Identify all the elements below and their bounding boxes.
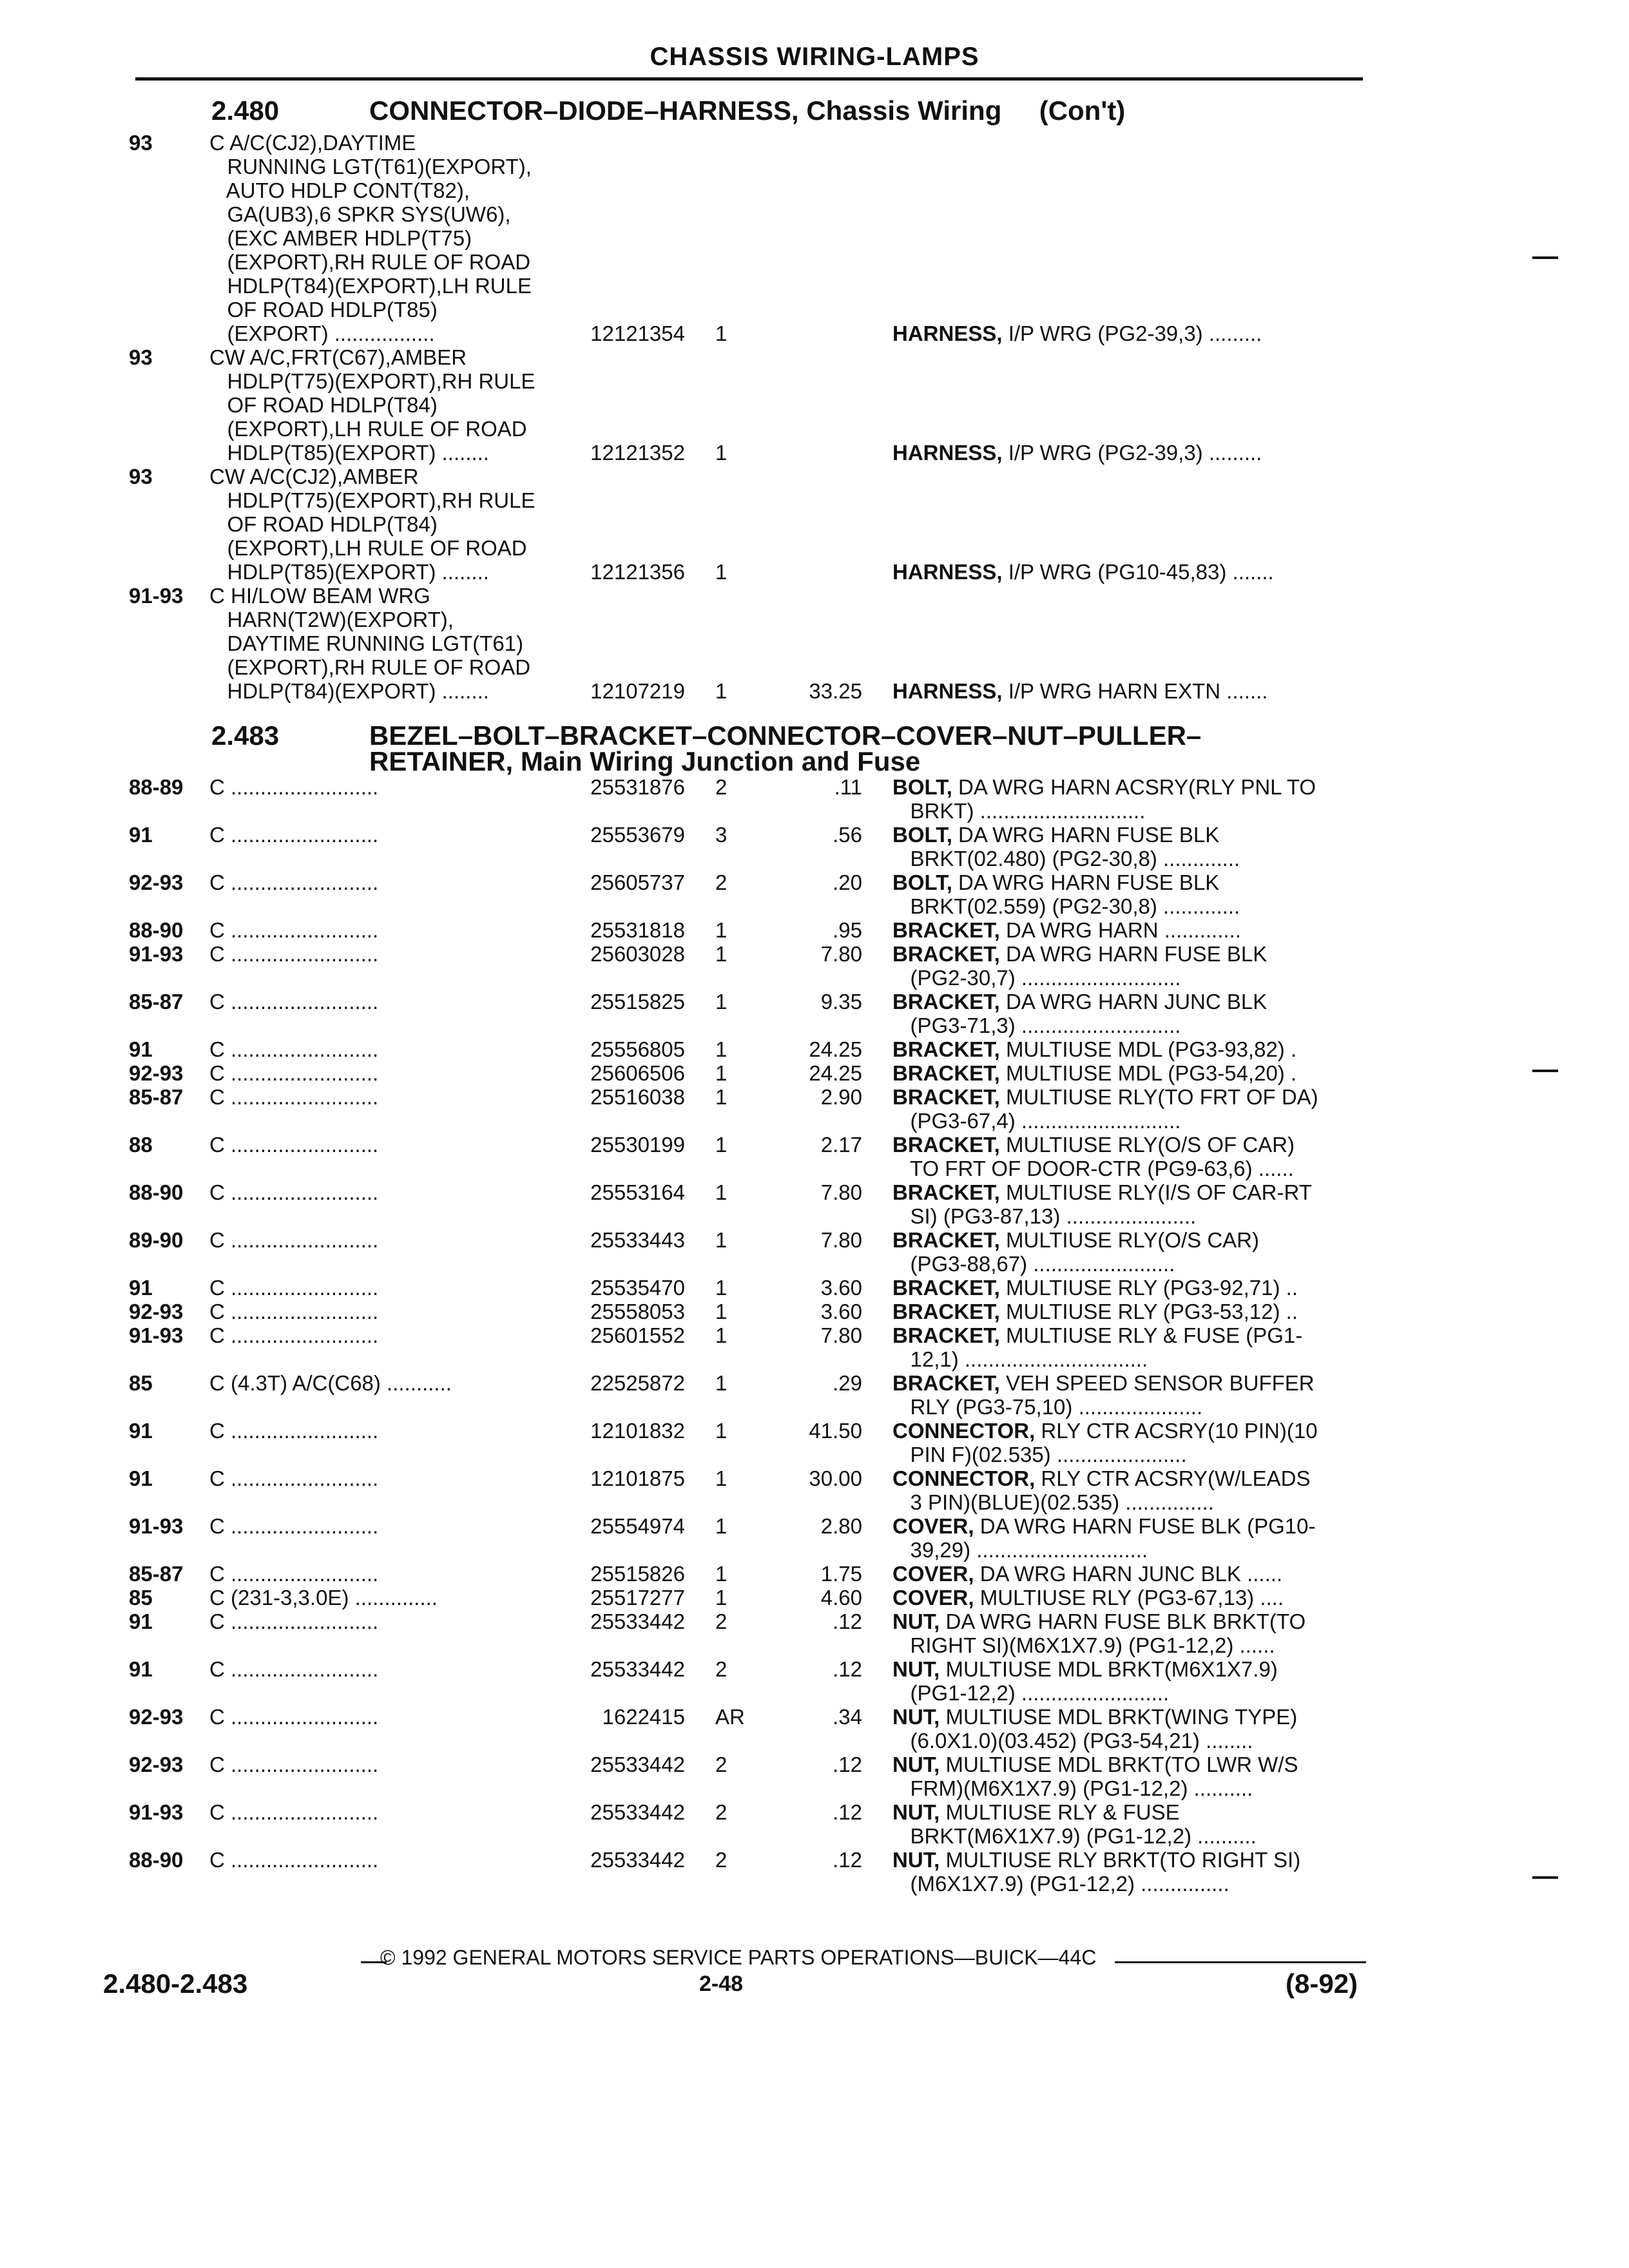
- footer-copyright: © 1992 GENERAL MOTORS SERVICE PARTS OPERATIONS—BUICK—44C: [380, 1946, 1097, 1969]
- quantity: 1: [715, 1133, 728, 1157]
- part-number: 25533442: [590, 1800, 685, 1824]
- part-category: BOLT,: [892, 775, 952, 799]
- model-years: 93: [129, 465, 153, 488]
- usage-description: C .........................: [209, 1228, 379, 1252]
- usage-description: C .........................: [209, 1323, 379, 1347]
- quantity: 1: [715, 1276, 728, 1300]
- part-number: 25533442: [590, 1610, 685, 1633]
- price: 7.80: [820, 1323, 862, 1347]
- part-name: [892, 1657, 1363, 1705]
- part-category: BRACKET,: [892, 1371, 1000, 1395]
- price: .12: [833, 1753, 862, 1776]
- part-number: 25553679: [590, 823, 685, 847]
- model-years: 85: [129, 1586, 153, 1610]
- usage-description: C .........................: [209, 1300, 379, 1323]
- model-years: 91: [129, 1276, 153, 1300]
- model-years: 85-87: [129, 1562, 184, 1586]
- usage-description: C .........................: [209, 1610, 379, 1633]
- part-name: [892, 1180, 1363, 1228]
- quantity: 2: [715, 1753, 728, 1776]
- footer-section-range: 2.480-2.483: [103, 1968, 248, 1999]
- price: .11: [834, 775, 862, 799]
- usage-description: C .........................: [209, 870, 379, 894]
- part-category: HARNESS,: [892, 322, 1003, 345]
- part-category: BRACKET,: [892, 1300, 1000, 1323]
- usage-description: C .........................: [209, 1276, 379, 1300]
- model-years: 88-90: [129, 918, 184, 942]
- usage-description: C .........................: [209, 1180, 379, 1204]
- section-title: CONNECTOR–DIODE–HARNESS, Chassis Wiring (Con't): [369, 95, 1126, 126]
- part-detail: MULTIUSE RLY & FUSE (PG1- 12,1) ...............................: [910, 1323, 1303, 1371]
- part-name: [892, 1705, 1363, 1753]
- part-category: BRACKET,: [892, 990, 1000, 1014]
- part-name: [892, 1037, 1363, 1061]
- part-category: HARNESS,: [892, 441, 1003, 465]
- model-years: 92-93: [129, 1061, 184, 1085]
- usage-description: C .........................: [209, 775, 379, 799]
- part-category: BRACKET,: [892, 1180, 1000, 1204]
- quantity: 1: [715, 1514, 728, 1538]
- part-number: 12101875: [590, 1466, 685, 1490]
- model-years: 88-89: [129, 775, 184, 799]
- part-number: 12121352: [590, 441, 685, 465]
- part-category: BRACKET,: [892, 1061, 1000, 1085]
- part-number: 12107219: [590, 679, 685, 703]
- part-category: NUT,: [892, 1753, 940, 1776]
- model-years: 91-93: [129, 1514, 184, 1538]
- price: .34: [833, 1705, 862, 1729]
- part-category: BRACKET,: [892, 1037, 1000, 1061]
- price: 1.75: [820, 1562, 862, 1586]
- part-name: [892, 1610, 1363, 1657]
- usage-description: C .........................: [209, 1800, 379, 1824]
- part-number: 25603028: [590, 942, 685, 966]
- section-title: BEZEL–BOLT–BRACKET–CONNECTOR–COVER–NUT–PULLER–: [369, 720, 1202, 751]
- part-category: BOLT,: [892, 870, 952, 894]
- usage-description: C .........................: [209, 1037, 379, 1061]
- model-years: 88-90: [129, 1180, 184, 1204]
- part-name: [892, 1371, 1363, 1419]
- quantity: 1: [715, 679, 728, 703]
- usage-description: C .........................: [209, 1705, 379, 1729]
- quantity: 1: [715, 1180, 728, 1204]
- model-years: 85-87: [129, 1085, 184, 1109]
- footer-date-code: (8-92): [1286, 1968, 1358, 1999]
- usage-description: C HI/LOW BEAM WRG HARN(T2W)(EXPORT), DAYTIME RUNNING LGT(T61) (EXPORT),RH RULE OF ROAD HDLP(T84)(EXPORT) ........: [209, 584, 531, 703]
- part-category: BRACKET,: [892, 1133, 1000, 1157]
- price: 24.25: [809, 1061, 862, 1085]
- model-years: 92-93: [129, 870, 184, 894]
- model-years: 88-90: [129, 1848, 184, 1872]
- usage-description: C .........................: [209, 942, 379, 966]
- part-category: COVER,: [892, 1586, 974, 1610]
- usage-description: C .........................: [209, 990, 379, 1014]
- part-detail: MULTIUSE MDL (PG3-54,20) .: [999, 1061, 1297, 1085]
- part-category: BRACKET,: [892, 942, 1000, 966]
- part-number: 25605737: [590, 870, 685, 894]
- price: .12: [833, 1657, 862, 1681]
- part-category: COVER,: [892, 1514, 974, 1538]
- quantity: 1: [715, 990, 728, 1014]
- part-detail: DA WRG HARN FUSE BLK (PG2-30,7) ...........................: [910, 942, 1268, 990]
- part-detail: DA WRG HARN FUSE BLK BRKT(02.480) (PG2-30,8) .............: [910, 823, 1240, 870]
- part-name: [892, 918, 1363, 942]
- part-category: BOLT,: [892, 823, 952, 847]
- part-number: 25535470: [590, 1276, 685, 1300]
- quantity: 2: [715, 870, 728, 894]
- price: .12: [833, 1800, 862, 1824]
- part-number: 1622415: [602, 1705, 685, 1729]
- part-name: [892, 1514, 1363, 1562]
- part-category: NUT,: [892, 1800, 940, 1824]
- price: .56: [833, 823, 862, 847]
- usage-description: C .........................: [209, 1562, 379, 1586]
- part-number: 22525872: [590, 1371, 685, 1395]
- section-number: 2.483: [211, 720, 280, 751]
- part-name: [892, 823, 1363, 870]
- quantity: 2: [715, 1657, 728, 1681]
- part-name: [892, 322, 1363, 345]
- price: 24.25: [809, 1037, 862, 1061]
- part-name: [892, 1466, 1363, 1514]
- part-detail: DA WRG HARN FUSE BLK BRKT(02.559) (PG2-30,8) .............: [910, 870, 1240, 918]
- part-number: 12121356: [590, 560, 685, 584]
- part-name: [892, 1323, 1363, 1371]
- model-years: 91: [129, 1657, 153, 1681]
- part-category: CONNECTOR,: [892, 1419, 1036, 1443]
- usage-description: C .........................: [209, 1848, 379, 1872]
- page-header-title: CHASSIS WIRING-LAMPS: [650, 43, 979, 71]
- part-number: 25530199: [590, 1133, 685, 1157]
- part-name: [892, 942, 1363, 990]
- price: 2.80: [820, 1514, 862, 1538]
- price: 7.80: [820, 942, 862, 966]
- usage-description: C .........................: [209, 918, 379, 942]
- price: 41.50: [809, 1419, 862, 1443]
- part-detail: MULTIUSE MDL BRKT(WING TYPE) (6.0X1.0)(03.452) (PG3-54,21) ........: [910, 1705, 1298, 1753]
- part-detail: MULTIUSE RLY(TO FRT OF DA) (PG3-67,4) ...........................: [910, 1085, 1318, 1133]
- quantity: 1: [715, 1466, 728, 1490]
- quantity: 2: [715, 775, 728, 799]
- part-category: NUT,: [892, 1705, 940, 1729]
- price: .12: [833, 1610, 862, 1633]
- part-category: BRACKET,: [892, 1323, 1000, 1347]
- model-years: 91: [129, 1419, 153, 1443]
- part-name: [892, 1753, 1363, 1800]
- usage-description: C (231-3,3.0E) ..............: [209, 1586, 438, 1610]
- part-number: 25515826: [590, 1562, 685, 1586]
- part-number: 25533442: [590, 1848, 685, 1872]
- margin-mark: [1532, 1070, 1558, 1072]
- part-number: 25515825: [590, 990, 685, 1014]
- model-years: 93: [129, 345, 153, 369]
- part-detail: I/P WRG (PG10-45,83) .......: [1002, 560, 1274, 584]
- quantity: 1: [715, 1419, 728, 1443]
- part-detail: MULTIUSE RLY (PG3-92,71) ..: [999, 1276, 1298, 1300]
- part-category: HARNESS,: [892, 679, 1003, 703]
- part-category: CONNECTOR,: [892, 1466, 1036, 1490]
- part-category: NUT,: [892, 1848, 940, 1872]
- margin-mark: [1532, 256, 1558, 259]
- part-category: NUT,: [892, 1657, 940, 1681]
- header-rule: [135, 77, 1363, 81]
- part-detail: DA WRG HARN FUSE BLK (PG10- 39,29) .............................: [910, 1514, 1316, 1562]
- part-number: 25554974: [590, 1514, 685, 1538]
- model-years: 92-93: [129, 1753, 184, 1776]
- usage-description: CW A/C(CJ2),AMBER HDLP(T75)(EXPORT),RH RULE OF ROAD HDLP(T84) (EXPORT),LH RULE OF ROAD HDLP(T85)(EXPORT) ........: [209, 465, 535, 584]
- usage-description: C .........................: [209, 1085, 379, 1109]
- part-name: [892, 1848, 1363, 1896]
- part-category: BRACKET,: [892, 1085, 1000, 1109]
- model-years: 92-93: [129, 1705, 184, 1729]
- part-detail: VEH SPEED SENSOR BUFFER RLY (PG3-75,10) .....................: [910, 1371, 1315, 1419]
- model-years: 88: [129, 1133, 153, 1157]
- model-years: 91: [129, 1466, 153, 1490]
- model-years: 91: [129, 1610, 153, 1633]
- price: 30.00: [809, 1466, 862, 1490]
- quantity: 3: [715, 823, 728, 847]
- part-detail: I/P WRG (PG2-39,3) .........: [1002, 441, 1262, 465]
- part-number: 25606506: [590, 1061, 685, 1085]
- part-category: BRACKET,: [892, 1228, 1000, 1252]
- footer-rule-right: [1115, 1961, 1366, 1963]
- price: 7.80: [820, 1228, 862, 1252]
- part-detail: RLY CTR ACSRY(10 PIN)(10 PIN F)(02.535) ......................: [910, 1419, 1318, 1466]
- part-name: [892, 1586, 1363, 1610]
- part-name: [892, 1276, 1363, 1300]
- usage-description: C .........................: [209, 1753, 379, 1776]
- part-detail: MULTIUSE RLY (PG3-53,12) ..: [999, 1300, 1298, 1323]
- quantity: 1: [715, 1300, 728, 1323]
- part-detail: MULTIUSE MDL BRKT(TO LWR W/S FRM)(M6X1X7.9) (PG1-12,2) ..........: [910, 1753, 1298, 1800]
- model-years: 85-87: [129, 990, 184, 1014]
- usage-description: C (4.3T) A/C(C68) ...........: [209, 1371, 452, 1395]
- price: 4.60: [820, 1586, 862, 1610]
- quantity: 2: [715, 1610, 728, 1633]
- price: 7.80: [820, 1180, 862, 1204]
- part-name: [892, 775, 1363, 823]
- part-number: 25531876: [590, 775, 685, 799]
- model-years: 93: [129, 131, 153, 155]
- model-years: 92-93: [129, 1300, 184, 1323]
- quantity: 1: [715, 1061, 728, 1085]
- quantity: 1: [715, 322, 728, 345]
- price: 3.60: [820, 1276, 862, 1300]
- quantity: 1: [715, 1228, 728, 1252]
- model-years: 85: [129, 1371, 153, 1395]
- part-detail: MULTIUSE RLY(O/S CAR) (PG3-88,67) ........................: [910, 1228, 1259, 1276]
- usage-description: C .........................: [209, 1419, 379, 1443]
- part-detail: MULTIUSE RLY(O/S OF CAR) TO FRT OF DOOR-CTR (PG9-63,6) ......: [909, 1133, 1295, 1180]
- part-number: 25601552: [590, 1323, 685, 1347]
- usage-description: C A/C(CJ2),DAYTIME RUNNING LGT(T61)(EXPORT), AUTO HDLP CONT(T82), GA(UB3),6 SPKR SYS(UW6), (EXC AMBER HDLP(T75) (EXPORT),RH RULE OF ROAD HDLP(T84)(EXPORT),LH RULE OF ROAD HDLP(T85) (EXPORT) .................: [209, 131, 532, 345]
- part-detail: MULTIUSE MDL BRKT(M6X1X7.9) (PG1-12,2) .........................: [910, 1657, 1278, 1705]
- section-title-line2: RETAINER, Main Wiring Junction and Fuse: [369, 746, 921, 776]
- part-detail: MULTIUSE RLY BRKT(TO RIGHT SI) (M6X1X7.9) (PG1-12,2) ...............: [910, 1848, 1301, 1896]
- quantity: 1: [715, 1085, 728, 1109]
- part-detail: I/P WRG HARN EXTN .......: [1002, 679, 1268, 703]
- part-number: 25533442: [590, 1753, 685, 1776]
- price: .95: [833, 918, 862, 942]
- usage-description: C .........................: [209, 1061, 379, 1085]
- price: 9.35: [820, 990, 862, 1014]
- quantity: 1: [715, 942, 728, 966]
- part-detail: I/P WRG (PG2-39,3) .........: [1002, 322, 1262, 345]
- price: 3.60: [820, 1300, 862, 1323]
- quantity: 1: [715, 1586, 728, 1610]
- footer-page-number: 2-48: [699, 1972, 744, 1996]
- part-name: [892, 1085, 1363, 1133]
- quantity: 2: [715, 1848, 728, 1872]
- part-name: [892, 870, 1363, 918]
- part-number: 25533442: [590, 1657, 685, 1681]
- model-years: 91-93: [129, 584, 184, 608]
- part-category: BRACKET,: [892, 1276, 1000, 1300]
- price: 2.90: [820, 1085, 862, 1109]
- model-years: 91: [129, 1037, 153, 1061]
- part-number: 25553164: [590, 1180, 685, 1204]
- part-category: BRACKET,: [892, 918, 1000, 942]
- model-years: 91-93: [129, 1323, 184, 1347]
- part-number: 25556805: [590, 1037, 685, 1061]
- price: .12: [833, 1848, 862, 1872]
- part-number: 25533443: [590, 1228, 685, 1252]
- part-category: HARNESS,: [892, 560, 1003, 584]
- price: .20: [833, 870, 862, 894]
- part-name: [892, 990, 1363, 1037]
- part-detail: DA WRG HARN .............: [999, 918, 1241, 942]
- part-detail: DA WRG HARN ACSRY(RLY PNL TO BRKT) ............................: [910, 775, 1316, 823]
- quantity: 1: [715, 1371, 728, 1395]
- quantity: 1: [715, 1562, 728, 1586]
- part-number: 25516038: [590, 1085, 685, 1109]
- part-category: NUT,: [892, 1610, 940, 1633]
- quantity: AR: [715, 1705, 745, 1729]
- usage-description: C .........................: [209, 1514, 379, 1538]
- part-name: [892, 1228, 1363, 1276]
- price: 33.25: [809, 679, 862, 703]
- usage-description: CW A/C,FRT(C67),AMBER HDLP(T75)(EXPORT),RH RULE OF ROAD HDLP(T84) (EXPORT),LH RULE OF ROAD HDLP(T85)(EXPORT) ........: [209, 345, 535, 465]
- quantity: 1: [715, 1323, 728, 1347]
- part-detail: MULTIUSE RLY (PG3-67,13) ....: [974, 1586, 1284, 1610]
- model-years: 91-93: [129, 1800, 184, 1824]
- model-years: 91-93: [129, 942, 184, 966]
- section-number: 2.480: [211, 95, 280, 126]
- part-detail: MULTIUSE RLY & FUSE BRKT(M6X1X7.9) (PG1-12,2) ..........: [910, 1800, 1257, 1848]
- part-name: [892, 1133, 1363, 1180]
- part-number: 12121354: [590, 322, 685, 345]
- quantity: 1: [715, 560, 728, 584]
- part-name: [892, 1300, 1363, 1323]
- price: 2.17: [820, 1133, 862, 1157]
- part-detail: DA WRG HARN FUSE BLK BRKT(TO RIGHT SI)(M6X1X7.9) (PG1-12,2) ......: [910, 1610, 1306, 1657]
- model-years: 91: [129, 823, 153, 847]
- part-detail: MULTIUSE RLY(I/S OF CAR-RT SI) (PG3-87,13) ......................: [910, 1180, 1312, 1228]
- part-detail: MULTIUSE MDL (PG3-93,82) .: [999, 1037, 1297, 1061]
- quantity: 1: [715, 918, 728, 942]
- part-category: COVER,: [892, 1562, 974, 1586]
- part-number: 25517277: [590, 1586, 685, 1610]
- part-name: [892, 1562, 1363, 1586]
- part-name: [892, 1800, 1363, 1848]
- usage-description: C .........................: [209, 1466, 379, 1490]
- part-name: [892, 560, 1363, 584]
- part-number: 25531818: [590, 918, 685, 942]
- part-name: [892, 1061, 1363, 1085]
- quantity: 1: [715, 441, 728, 465]
- part-number: 25558053: [590, 1300, 685, 1323]
- quantity: 1: [715, 1037, 728, 1061]
- usage-description: C .........................: [209, 1657, 379, 1681]
- part-name: [892, 1419, 1363, 1466]
- usage-description: C .........................: [209, 1133, 379, 1157]
- usage-description: C .........................: [209, 823, 379, 847]
- part-detail: DA WRG HARN JUNC BLK ......: [974, 1562, 1283, 1586]
- part-number: 12101832: [590, 1419, 685, 1443]
- part-detail: RLY CTR ACSRY(W/LEADS 3 PIN)(BLUE)(02.535) ...............: [910, 1466, 1311, 1514]
- price: .29: [833, 1371, 862, 1395]
- margin-mark: [1532, 1876, 1558, 1879]
- model-years: 89-90: [129, 1228, 184, 1252]
- quantity: 2: [715, 1800, 728, 1824]
- part-name: [892, 441, 1363, 465]
- part-name: [892, 679, 1363, 703]
- part-detail: DA WRG HARN JUNC BLK (PG3-71,3) ...........................: [910, 990, 1268, 1037]
